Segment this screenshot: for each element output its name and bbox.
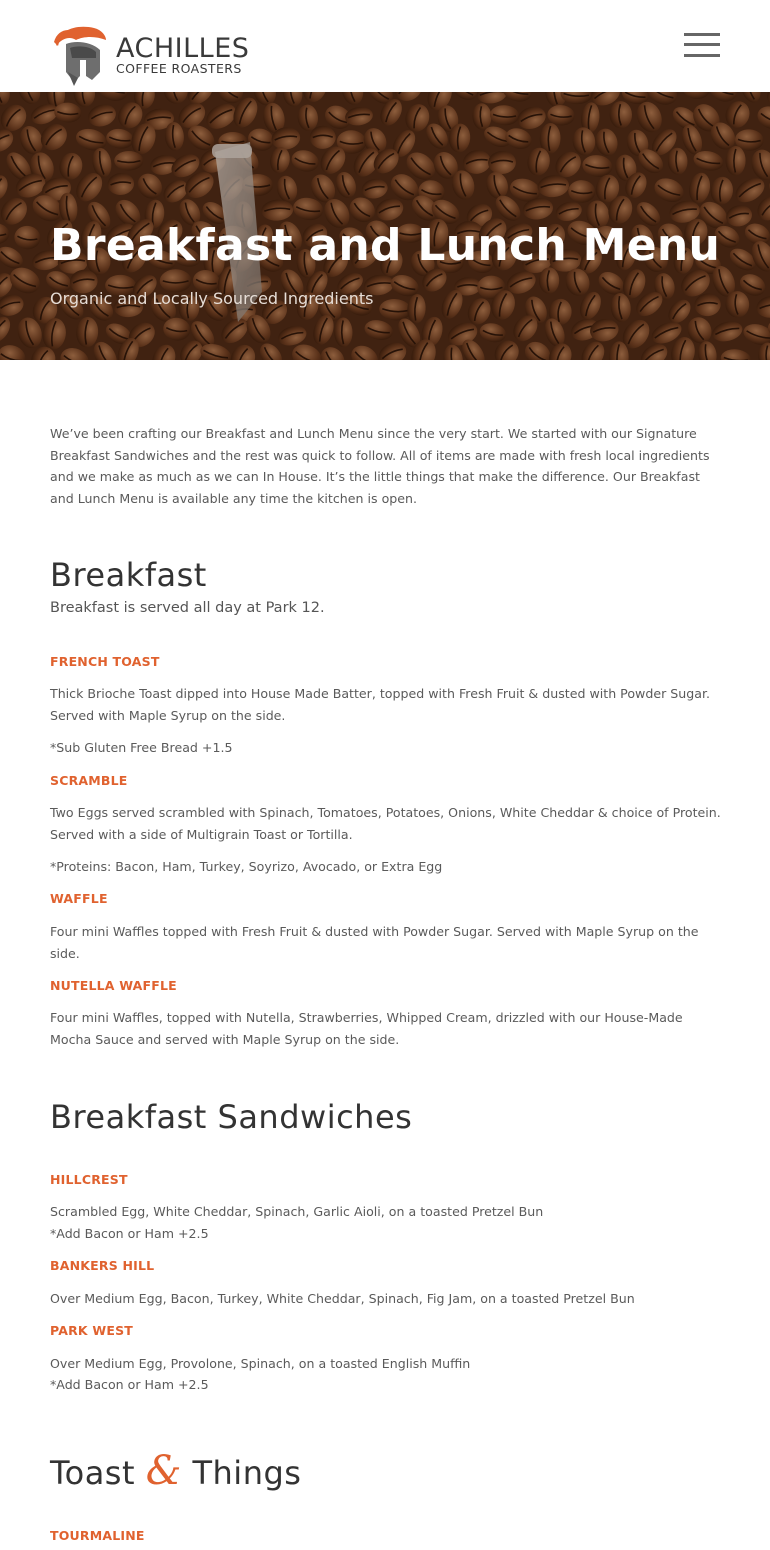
menu-item-name: PARK WEST — [50, 1323, 134, 1338]
page-title: Breakfast and Lunch Menu — [50, 220, 721, 271]
spartan-helmet-icon — [52, 24, 110, 90]
menu-item-note: *Add Bacon or Ham +2.5 — [50, 1226, 209, 1241]
hero-banner — [0, 92, 770, 360]
menu-item-description: Thick Brioche Toast dipped into House Made Batter, topped with Fresh Fruit & dusted with Powder Sugar. Served with Maple Syrup on the side. — [50, 686, 710, 723]
ampersand-glyph: & — [145, 1448, 182, 1494]
section-title-breakfast: Breakfast — [50, 556, 207, 594]
section-title-part: Things — [192, 1454, 302, 1492]
menu-item-description: Four mini Waffles, topped with Nutella, Strawberries, Whipped Cream, drizzled with our House-Made Mocha Sauce and served with Maple Syrup on the side. — [50, 1010, 683, 1047]
menu-item-name: SCRAMBLE — [50, 773, 128, 788]
section-title-breakfast-sandwiches: Breakfast Sandwiches — [50, 1098, 413, 1136]
menu-item-name: FRENCH TOAST — [50, 654, 160, 669]
menu-item-name: HILLCREST — [50, 1172, 128, 1187]
menu-item-description: Over Medium Egg, Provolone, Spinach, on a toasted English Muffin — [50, 1356, 471, 1371]
hamburger-menu-button[interactable] — [684, 31, 720, 59]
page-subtitle: Organic and Locally Sourced Ingredients — [50, 289, 374, 308]
brand-logo[interactable] — [52, 24, 282, 90]
menu-item-description: Scrambled Egg, White Cheddar, Spinach, Garlic Aioli, on a toasted Pretzel Bun — [50, 1204, 544, 1219]
menu-item-name: TOURMALINE — [50, 1528, 145, 1543]
brand-tagline: COFFEE ROASTERS — [116, 61, 242, 76]
menu-item-note: *Sub Gluten Free Bread +1.5 — [50, 740, 233, 755]
menu-item-description: Four mini Waffles topped with Fresh Fruit & dusted with Powder Sugar. Served with Maple Syrup on the side. — [50, 924, 699, 961]
menu-item-name: NUTELLA WAFFLE — [50, 978, 177, 993]
menu-item-note: *Proteins: Bacon, Ham, Turkey, Soyrizo, Avocado, or Extra Egg — [50, 859, 443, 874]
section-title-toast-and-things — [50, 1448, 301, 1494]
site-header — [0, 0, 770, 92]
section-subtitle-breakfast: Breakfast is served all day at Park 12. — [50, 600, 325, 616]
menu-item-name: WAFFLE — [50, 891, 108, 906]
intro-paragraph: We’ve been crafting our Breakfast and Lunch Menu since the very start. We started with our Signature Breakfast Sandwiches and the rest was quick to follow. All of items are made with fresh local ingredients and we make as much as we can In House. It’s the little things that make the difference. Our Breakfast and Lunch Menu is available any time the kitchen is open. — [50, 426, 710, 506]
menu-item-description: Over Medium Egg, Bacon, Turkey, White Cheddar, Spinach, Fig Jam, on a toasted Pretzel Bun — [50, 1291, 635, 1306]
menu-item-name: BANKERS HILL — [50, 1258, 155, 1273]
hamburger-icon — [684, 33, 720, 36]
brand-name: ACHILLES — [116, 33, 250, 64]
menu-item-note: *Add Bacon or Ham +2.5 — [50, 1377, 209, 1392]
section-title-part: Toast — [50, 1454, 136, 1492]
menu-item-description: Two Eggs served scrambled with Spinach, Tomatoes, Potatoes, Onions, White Cheddar & choice of Protein. Served with a side of Multigrain Toast or Tortilla. — [50, 805, 721, 842]
